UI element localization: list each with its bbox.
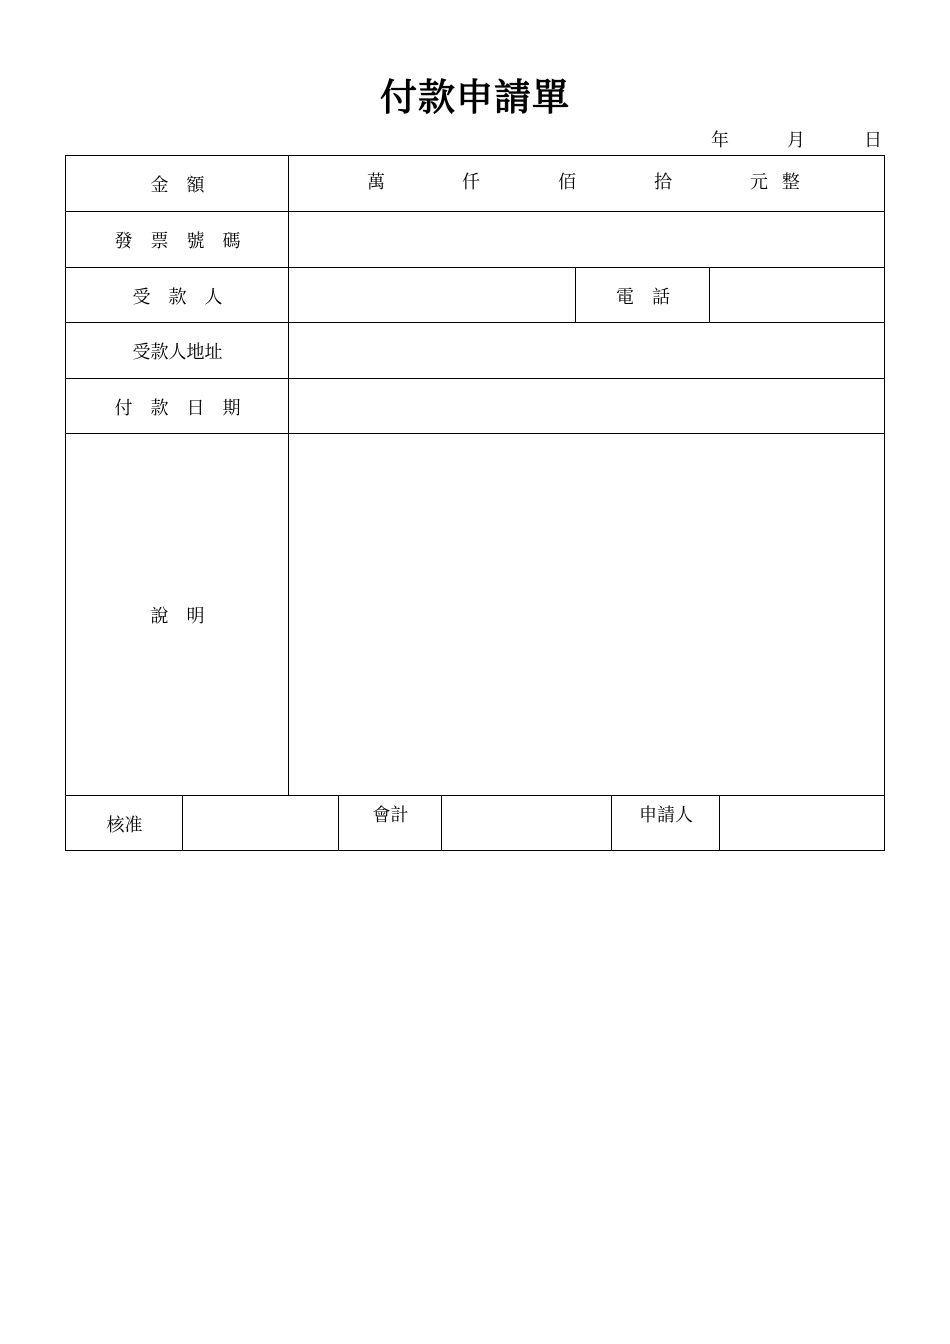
phone-field[interactable]: [709, 267, 885, 323]
payee-label: 受 款 人: [132, 286, 223, 308]
date-day-label: 日: [864, 130, 882, 151]
payment-date-label-cell: [65, 378, 289, 434]
payee-address-label: 受款人地址: [132, 341, 223, 363]
applicant-label: 申請人: [639, 805, 693, 826]
accounting-signature-field[interactable]: [441, 795, 612, 851]
amount-unit-shi: 拾: [654, 172, 672, 193]
payment-date-label: 付 款 日 期: [114, 397, 241, 419]
invoice-number-label-cell: [65, 211, 289, 267]
accounting-label: 會計: [372, 805, 409, 826]
payee-address-label-cell: [65, 322, 289, 378]
payee-field[interactable]: [288, 267, 576, 323]
payee-label-cell: [65, 267, 289, 323]
description-field[interactable]: [288, 433, 885, 795]
phone-label-cell: [575, 267, 710, 323]
invoice-number-field[interactable]: [288, 211, 885, 267]
description-label-cell: [65, 433, 289, 795]
date-month-label: 月: [787, 130, 805, 151]
amount-unit-bai: 佰: [558, 172, 576, 193]
amount-label: 金 額: [150, 174, 205, 196]
payment-date-field[interactable]: [288, 378, 885, 434]
phone-label: 電 話: [616, 286, 670, 308]
payee-address-field[interactable]: [288, 322, 885, 378]
amount-unit-qian: 仟: [462, 172, 480, 193]
description-label: 說 明: [150, 605, 205, 627]
page-title: 付款申請單: [380, 76, 570, 119]
amount-unit-wan: 萬: [367, 172, 385, 193]
invoice-number-label: 發 票 號 碼: [114, 230, 241, 252]
approve-label: 核准: [106, 814, 143, 836]
amount-unit-yuan-zheng: 元 整: [750, 172, 800, 193]
amount-label-cell: [65, 155, 289, 211]
applicant-label-cell: [611, 795, 720, 851]
applicant-signature-field[interactable]: [719, 795, 885, 851]
approve-signature-field[interactable]: [182, 795, 339, 851]
accounting-label-cell: [338, 795, 442, 851]
date-year-label: 年: [711, 130, 729, 151]
approve-label-cell: [65, 795, 183, 851]
